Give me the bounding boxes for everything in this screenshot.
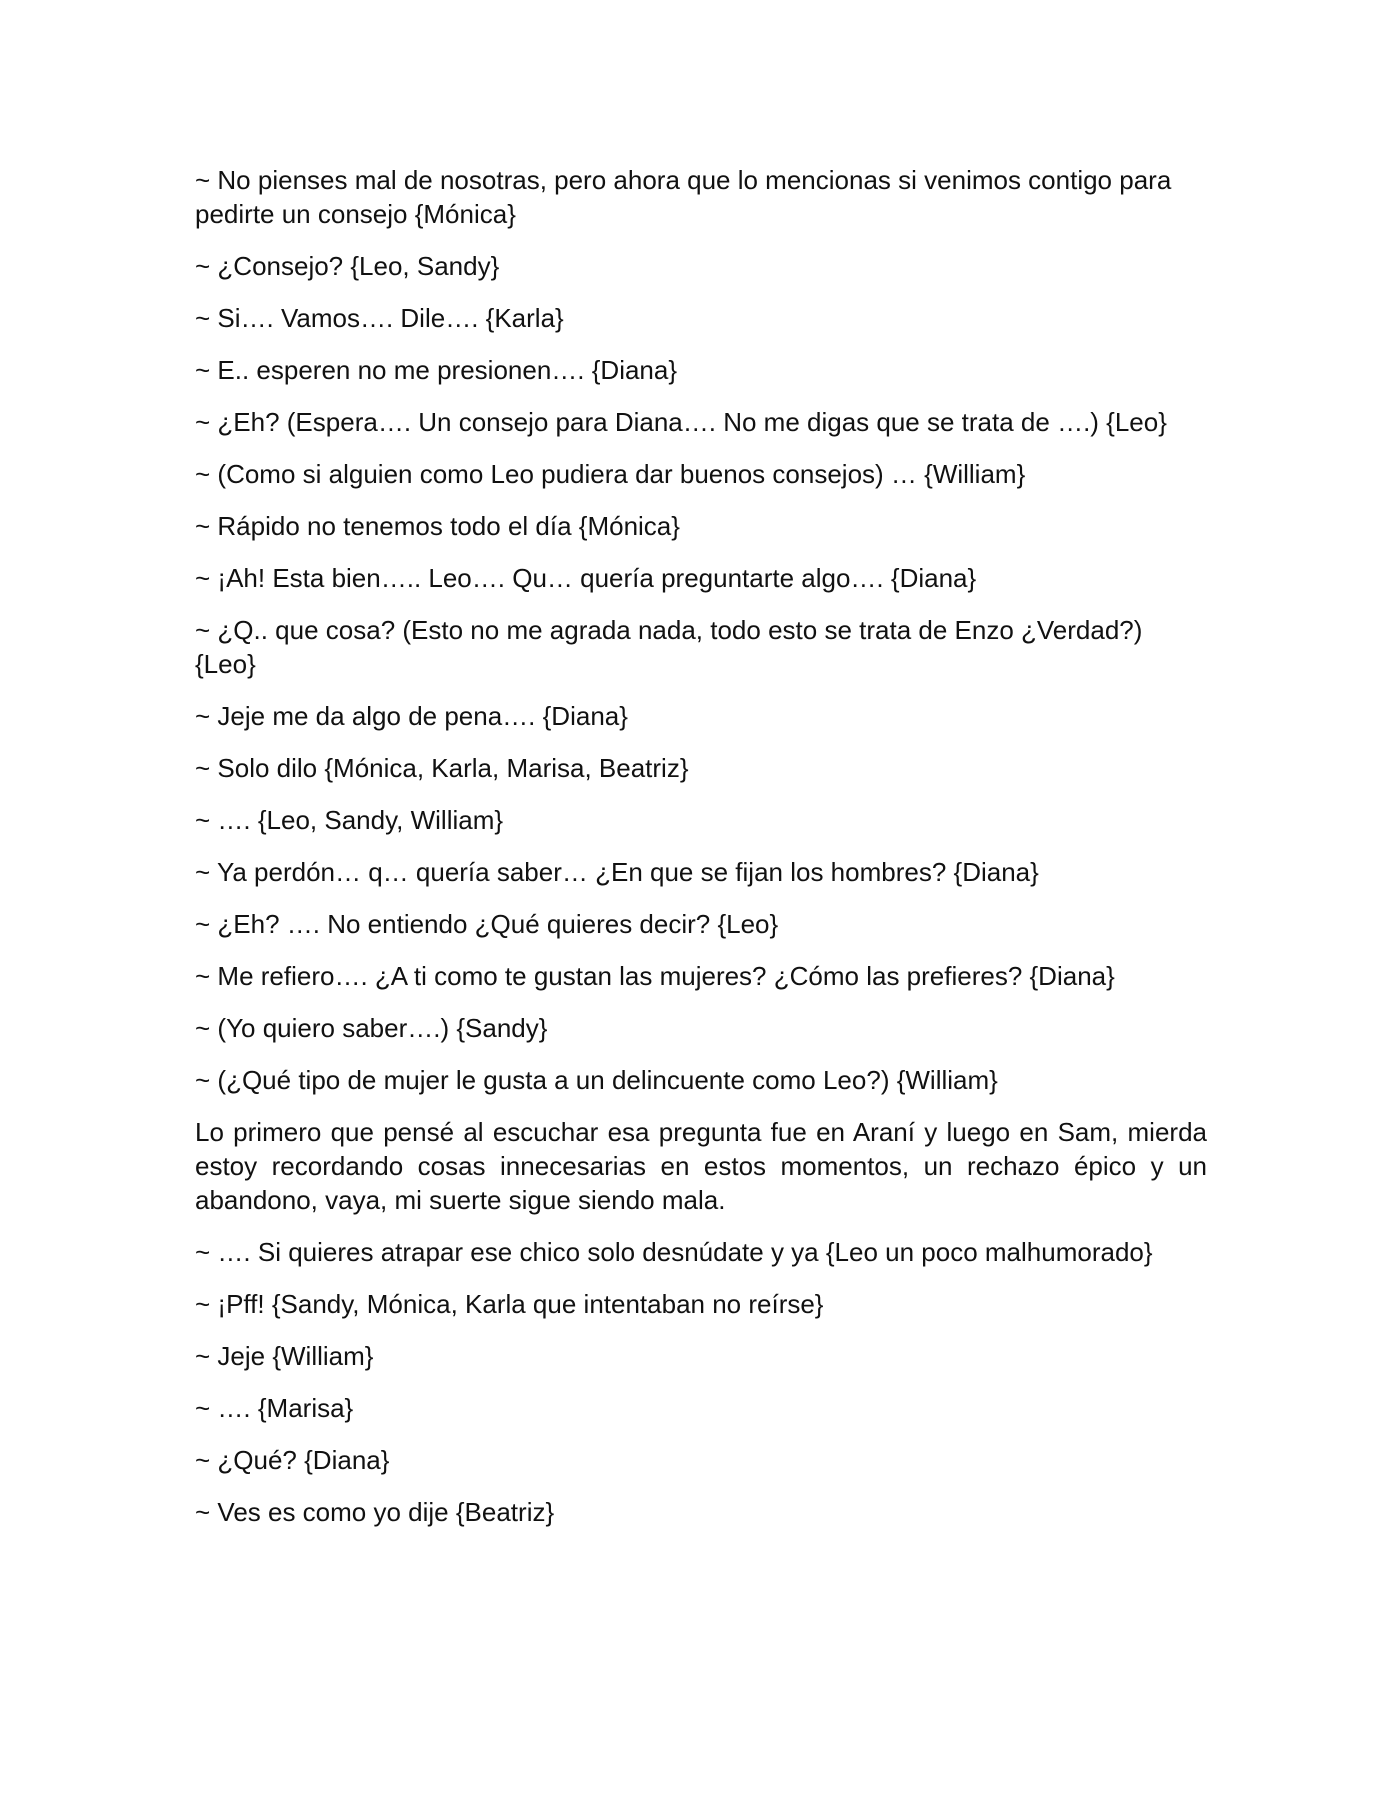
dialogue-line: ~ …. {Marisa} <box>195 1393 354 1423</box>
dialogue-line: ~ Jeje {William} <box>195 1341 374 1371</box>
dialogue-line: ~ No pienses mal de nosotras, pero ahora que lo mencionas si venimos contigo para pedirte un consejo {Mónica} <box>195 165 1172 229</box>
dialogue-line: ~ ¿Q.. que cosa? (Esto no me agrada nada, todo esto se trata de Enzo ¿Verdad?) {Leo} <box>195 615 1143 679</box>
dialogue-line: ~ …. Si quieres atrapar ese chico solo desnúdate y ya {Leo un poco malhumorado} <box>195 1237 1153 1267</box>
dialogue-line: ~ ¡Ah! Esta bien….. Leo…. Qu… quería preguntarte algo…. {Diana} <box>195 563 977 593</box>
dialogue-line: ~ Solo dilo {Mónica, Karla, Marisa, Beatriz} <box>195 753 689 783</box>
dialogue-line: ~ Jeje me da algo de pena…. {Diana} <box>195 701 628 731</box>
dialogue-line: ~ E.. esperen no me presionen…. {Diana} <box>195 355 678 385</box>
narration-paragraph: Lo primero que pensé al escuchar esa pregunta fue en Araní y luego en Sam, mierda estoy recordando cosas innecesarias en estos momentos, un rechazo épico y un abandono, vaya, mi suerte sigue siendo mala. <box>195 1117 1207 1215</box>
dialogue-line: ~ Ves es como yo dije {Beatriz} <box>195 1497 555 1527</box>
dialogue-line: ~ ¿Eh? (Espera…. Un consejo para Diana…. No me digas que se trata de ….) {Leo} <box>195 407 1167 437</box>
dialogue-line: ~ ¿Consejo? {Leo, Sandy} <box>195 251 500 281</box>
dialogue-line: ~ Ya perdón… q… quería saber… ¿En que se fijan los hombres? {Diana} <box>195 857 1039 887</box>
dialogue-line: ~ Rápido no tenemos todo el día {Mónica} <box>195 511 680 541</box>
dialogue-line: ~ ¿Eh? …. No entiendo ¿Qué quieres decir? {Leo} <box>195 909 779 939</box>
dialogue-line: ~ (Como si alguien como Leo pudiera dar buenos consejos) … {William} <box>195 459 1026 489</box>
dialogue-line: ~ ¡Pff! {Sandy, Mónica, Karla que intentaban no reírse} <box>195 1289 824 1319</box>
dialogue-line: ~ (Yo quiero saber….) {Sandy} <box>195 1013 548 1043</box>
document-body <box>195 163 1207 1547</box>
dialogue-line: ~ (¿Qué tipo de mujer le gusta a un delincuente como Leo?) {William} <box>195 1065 998 1095</box>
dialogue-line: ~ …. {Leo, Sandy, William} <box>195 805 504 835</box>
dialogue-line: ~ ¿Qué? {Diana} <box>195 1445 390 1475</box>
dialogue-line: ~ Si…. Vamos…. Dile…. {Karla} <box>195 303 564 333</box>
dialogue-line: ~ Me refiero…. ¿A ti como te gustan las mujeres? ¿Cómo las prefieres? {Diana} <box>195 961 1115 991</box>
